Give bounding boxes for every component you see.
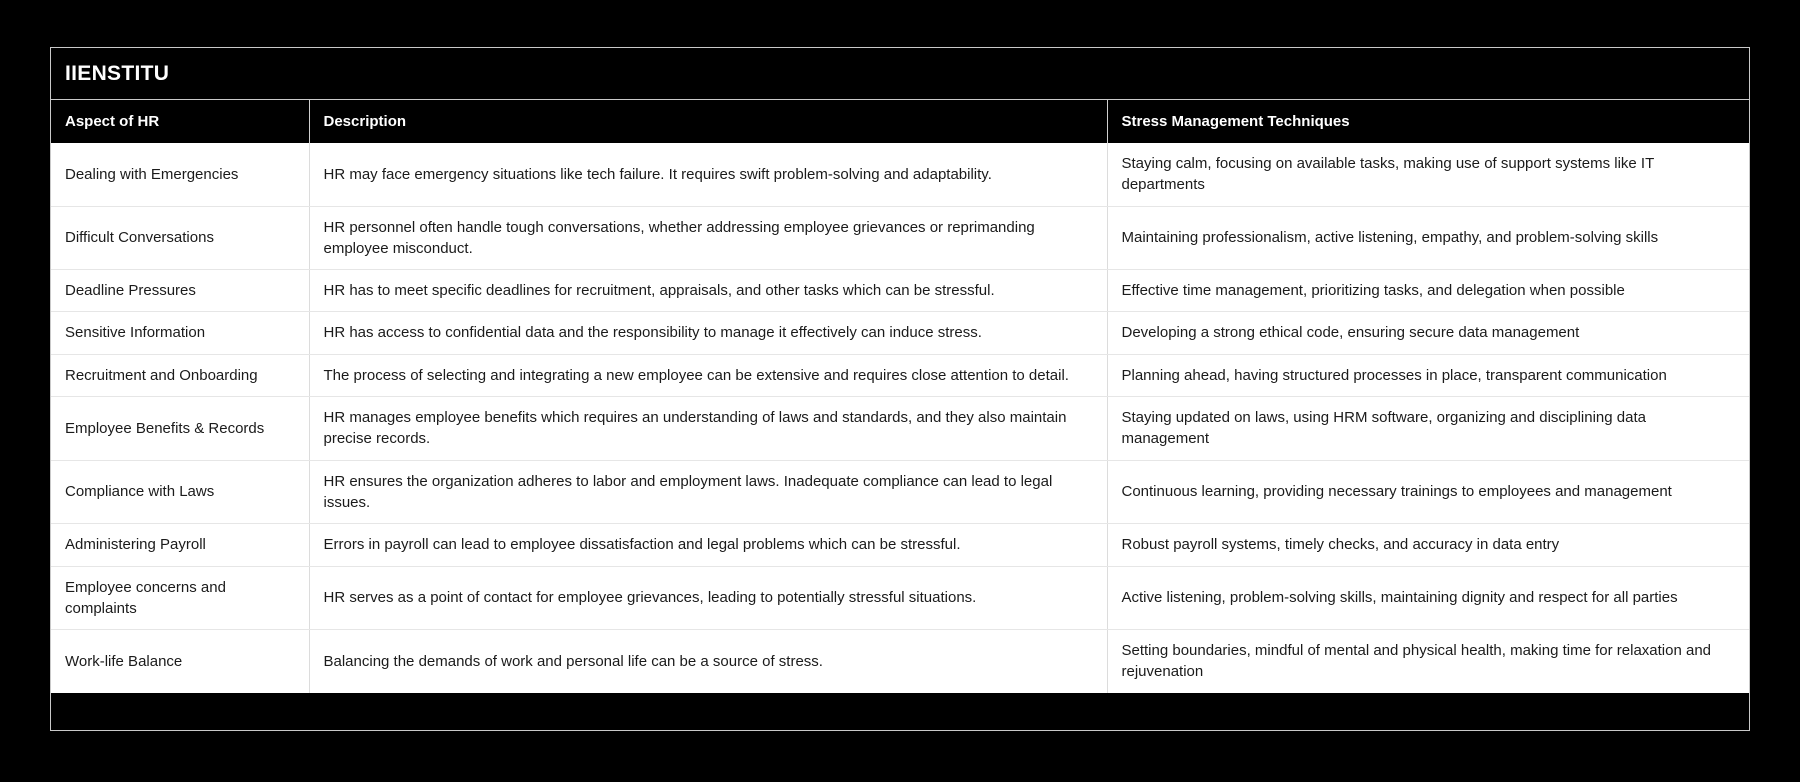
cell-description: Balancing the demands of work and personal life can be a source of stress. [309,630,1107,693]
hr-stress-table [51,100,1749,693]
cell-aspect: Dealing with Emergencies [51,143,309,206]
cell-techniques: Setting boundaries, mindful of mental and physical health, making time for relaxation and rejuvenation [1107,630,1749,693]
cell-description: HR ensures the organization adheres to labor and employment laws. Inadequate compliance can lead to legal issues. [309,460,1107,524]
cell-aspect: Administering Payroll [51,524,309,566]
cell-techniques: Effective time management, prioritizing tasks, and delegation when possible [1107,270,1749,312]
table-row [51,143,1749,206]
cell-techniques: Active listening, problem-solving skills, maintaining dignity and respect for all parties [1107,566,1749,630]
cell-techniques: Staying calm, focusing on available tasks, making use of support systems like IT departments [1107,143,1749,206]
cell-techniques: Robust payroll systems, timely checks, and accuracy in data entry [1107,524,1749,566]
cell-aspect: Deadline Pressures [51,270,309,312]
cell-techniques: Maintaining professionalism, active listening, empathy, and problem-solving skills [1107,206,1749,270]
table-header-row [51,100,1749,143]
cell-aspect: Compliance with Laws [51,460,309,524]
cell-description: HR has access to confidential data and the responsibility to manage it effectively can induce stress. [309,312,1107,354]
cell-description: Errors in payroll can lead to employee dissatisfaction and legal problems which can be stressful. [309,524,1107,566]
cell-description: HR may face emergency situations like tech failure. It requires swift problem-solving and adaptability. [309,143,1107,206]
cell-techniques: Continuous learning, providing necessary trainings to employees and management [1107,460,1749,524]
table-row [51,354,1749,396]
table-row [51,524,1749,566]
table-row [51,206,1749,270]
table-row [51,270,1749,312]
hr-stress-table-card [50,47,1750,731]
cell-aspect: Recruitment and Onboarding [51,354,309,396]
cell-description: The process of selecting and integrating a new employee can be extensive and requires close attention to detail. [309,354,1107,396]
cell-description: HR serves as a point of contact for employee grievances, leading to potentially stressful situations. [309,566,1107,630]
table-body [51,143,1749,693]
cell-aspect: Sensitive Information [51,312,309,354]
cell-description: HR has to meet specific deadlines for recruitment, appraisals, and other tasks which can be stressful. [309,270,1107,312]
table-head [51,100,1749,143]
column-header-aspect: Aspect of HR [51,100,309,143]
column-header-techniques: Stress Management Techniques [1107,100,1749,143]
table-row [51,312,1749,354]
table-row [51,566,1749,630]
cell-techniques: Planning ahead, having structured processes in place, transparent communication [1107,354,1749,396]
cell-techniques: Staying updated on laws, using HRM software, organizing and disciplining data management [1107,397,1749,461]
cell-aspect: Difficult Conversations [51,206,309,270]
brand-title: IIENSTITU [65,61,170,85]
table-row [51,397,1749,461]
cell-aspect: Employee Benefits & Records [51,397,309,461]
cell-description: HR manages employee benefits which requires an understanding of laws and standards, and they also maintain precise records. [309,397,1107,461]
table-row [51,630,1749,693]
cell-aspect: Employee concerns and complaints [51,566,309,630]
column-header-description: Description [309,100,1107,143]
table-row [51,460,1749,524]
brand-header [51,48,1749,100]
cell-description: HR personnel often handle tough conversations, whether addressing employee grievances or reprimanding employee misconduct. [309,206,1107,270]
cell-aspect: Work-life Balance [51,630,309,693]
cell-techniques: Developing a strong ethical code, ensuring secure data management [1107,312,1749,354]
